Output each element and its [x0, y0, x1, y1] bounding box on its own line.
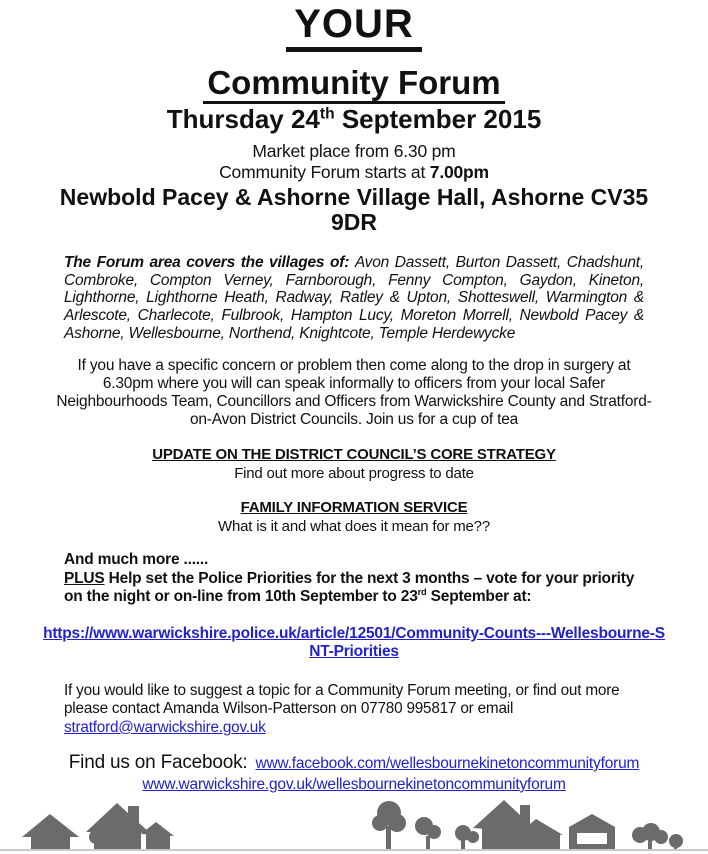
event-date-month-year: September 2015: [334, 104, 542, 134]
village-skyline-svg: [0, 792, 708, 854]
police-priorities-link[interactable]: https://www.warwickshire.police.uk/article/12501/Community-Counts---Wellesbourne-SNT-Priorities: [43, 624, 665, 661]
forum-start-prefix: Community Forum starts at: [219, 161, 430, 182]
title-your-text: YOUR: [286, 4, 422, 52]
update-section: [0, 446, 708, 482]
drop-in-surgery-paragraph: If you have a specific concern or problem then come along to the drop in surgery at 6.30pm where you will can speak informally to officers from your local Safer Neighbourhoods Team, Councillors and Officers from Warwickshire County and Stratford-on-Avon District Councils. Join us for a cup of tea: [56, 357, 652, 428]
villages-list: Avon Dassett, Burton Dassett, Chadshunt, Combroke, Compton Verney, Farnborough, Fenny Compton, Gaydon, Kineton, Lighthorne, Lighthorne Heath, Radway, Ratley & Upton, Shotteswell, Warmington & Arlescote, Charlecote, Fulbrook, Hampton Lucy, Moreton Morrell, Newbold Pacey & Ashorne, Wellesbourne, Northend, Knightcote, Temple Herdewycke: [64, 254, 644, 342]
plus-label: PLUS: [64, 569, 105, 587]
event-date-ordinal: th: [319, 105, 335, 123]
event-date-day: Thursday 24: [166, 104, 320, 134]
village-skyline-graphic: [0, 792, 708, 854]
facebook-line-1: [0, 751, 708, 775]
ground-line: [0, 849, 708, 851]
tree-icon: [372, 801, 441, 850]
facebook-block: [0, 751, 708, 795]
tree-icon: [455, 825, 479, 850]
venue-address: Newbold Pacey & Ashorne Village Hall, Ashorne CV35 9DR: [59, 183, 649, 236]
page-title-community-forum: [0, 66, 708, 104]
page-title-your: [0, 4, 708, 52]
contact-paragraph: [64, 682, 644, 737]
update-subtext: Find out more about progress to date: [234, 464, 474, 482]
house-with-chimney-icon: [86, 803, 174, 850]
police-link-block: [40, 625, 668, 662]
market-place-time: Market place from 6.30 pm: [252, 141, 456, 162]
plus-ordinal: rd: [417, 587, 427, 598]
large-house-icon: [473, 800, 563, 850]
villages-lead: The Forum area covers the villages of:: [64, 254, 355, 272]
contact-email-link[interactable]: stratford@warwickshire.gov.uk: [64, 718, 266, 736]
facebook-label: Find us on Facebook:: [68, 752, 248, 774]
villages-paragraph: [64, 254, 644, 342]
forum-start-hour: 7.00pm: [429, 161, 489, 182]
plus-text-2: September at:: [426, 588, 532, 606]
police-priorities-paragraph: [64, 570, 644, 607]
plus-text-1: Help set the Police Priorities for the next 3 months – vote for your priority on the night or on-line from 10th September to 23: [64, 569, 635, 606]
family-information-section: [0, 499, 708, 535]
event-date: [0, 106, 708, 133]
tree-icon: [632, 823, 683, 850]
barn-icon: [569, 814, 615, 850]
warwickshire-forum-link[interactable]: www.warwickshire.gov.uk/wellesbournekinetoncommunityforum: [142, 775, 566, 793]
family-heading: FAMILY INFORMATION SERVICE: [240, 498, 468, 516]
forum-start-time: [0, 162, 708, 183]
update-heading: UPDATE ON THE DISTRICT COUNCIL’S CORE STRATEGY: [152, 445, 556, 463]
house-icon: [22, 814, 79, 850]
facebook-page-link[interactable]: www.facebook.com/wellesbournekinetoncommunityforum: [255, 755, 640, 773]
and-much-more-text: And much more ......: [64, 550, 209, 568]
title-forum-text: Community Forum: [203, 66, 504, 104]
family-subtext: What is it and what does it mean for me??: [218, 517, 490, 535]
contact-text: If you would like to suggest a topic for a Community Forum meeting, or find out more please contact Amanda Wilson-Patterson on 07780 995817 or email: [64, 681, 620, 718]
